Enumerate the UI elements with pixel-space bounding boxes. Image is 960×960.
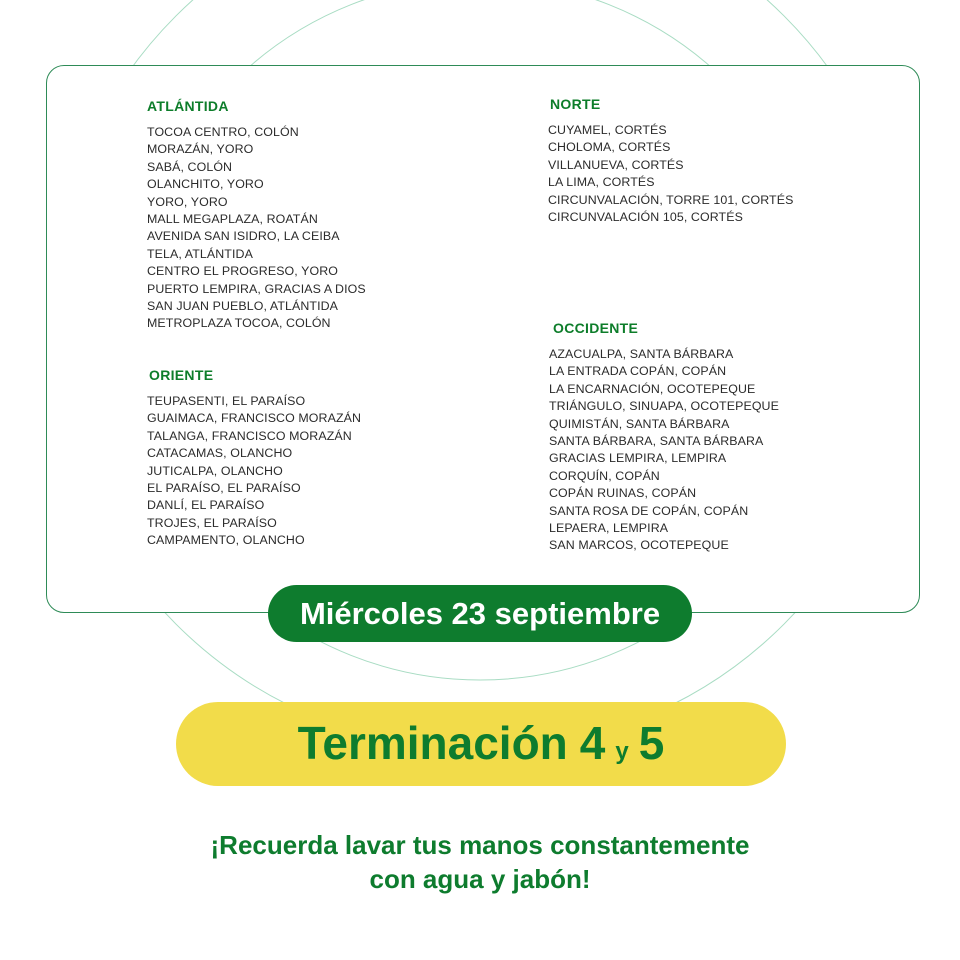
- branch-item: QUIMISTÁN, SANTA BÁRBARA: [549, 416, 730, 431]
- branch-item: SABÁ, COLÓN: [147, 159, 233, 174]
- branch-item: EL PARAÍSO, EL PARAÍSO: [147, 481, 301, 496]
- branch-item: TOCOA CENTRO, COLÓN: [147, 125, 299, 139]
- branch-item: OLANCHITO, YORO: [147, 177, 264, 192]
- termination-number-1: 4: [579, 717, 606, 769]
- region-atlantida: [147, 98, 366, 333]
- branch-item: DANLÍ, EL PARAÍSO: [147, 498, 265, 513]
- handwash-reminder: [0, 828, 960, 896]
- branch-item: PUERTO LEMPIRA, GRACIAS A DIOS: [147, 281, 366, 296]
- branch-item: COPÁN RUINAS, COPÁN: [549, 486, 697, 501]
- branch-item: SANTA BÁRBARA, SANTA BÁRBARA: [549, 434, 764, 449]
- branch-item: SANTA ROSA DE COPÁN, COPÁN: [549, 503, 749, 518]
- branch-item: METROPLAZA TOCOA, COLÓN: [147, 316, 331, 331]
- branch-item: CENTRO EL PROGRESO, YORO: [147, 264, 339, 279]
- branch-item: MALL MEGAPLAZA, ROATÁN: [147, 212, 318, 227]
- branch-item: TALANGA, FRANCISCO MORAZÁN: [147, 428, 352, 443]
- branch-list-occidente: [549, 346, 779, 555]
- branch-item: GUAIMACA, FRANCISCO MORAZÁN: [147, 411, 362, 426]
- branch-item: CIRCUNVALACIÓN, TORRE 101, CORTÉS: [548, 192, 794, 207]
- region-norte: [550, 96, 793, 226]
- branch-item: AVENIDA SAN ISIDRO, LA CEIBA: [147, 229, 340, 244]
- branch-item: CHOLOMA, CORTÉS: [548, 140, 671, 155]
- region-title-norte: NORTE: [550, 96, 601, 112]
- branch-item: LA ENCARNACIÓN, OCOTEPEQUE: [549, 381, 756, 396]
- branch-item: VILLANUEVA, CORTÉS: [548, 157, 684, 172]
- termination-word: Terminación: [297, 717, 568, 769]
- branch-item: LA ENTRADA COPÁN, COPÁN: [549, 364, 727, 379]
- branch-item: CORQUÍN, COPÁN: [549, 468, 660, 483]
- branch-item: SAN JUAN PUEBLO, ATLÁNTIDA: [147, 299, 339, 314]
- branch-list-norte: [548, 122, 793, 226]
- branch-list-oriente: [147, 393, 361, 550]
- region-title-oriente: ORIENTE: [149, 367, 214, 383]
- termination-conjunction: y: [615, 738, 629, 765]
- branch-item: JUTICALPA, OLANCHO: [147, 463, 283, 478]
- branch-item: TELA, ATLÁNTIDA: [147, 246, 253, 261]
- branch-item: CATACAMAS, OLANCHO: [147, 446, 293, 461]
- termination-number-2: 5: [638, 717, 665, 769]
- branch-item: SAN MARCOS, OCOTEPEQUE: [549, 538, 729, 553]
- branch-item: CIRCUNVALACIÓN 105, CORTÉS: [548, 210, 743, 225]
- branches-card: [46, 65, 920, 613]
- branch-item: TRIÁNGULO, SINUAPA, OCOTEPEQUE: [549, 399, 779, 414]
- branch-item: YORO, YORO: [147, 194, 228, 209]
- branch-item: LA LIMA, CORTÉS: [548, 175, 655, 190]
- region-occidente: [549, 320, 779, 555]
- branch-list-atlantida: [147, 124, 366, 333]
- date-badge: Miércoles 23 septiembre: [268, 585, 692, 642]
- branch-item: CUYAMEL, CORTÉS: [548, 123, 667, 137]
- region-title-occidente: OCCIDENTE: [553, 320, 639, 336]
- branch-item: TEUPASENTI, EL PARAÍSO: [147, 394, 306, 408]
- branch-item: TROJES, EL PARAÍSO: [147, 515, 277, 530]
- branch-item: AZACUALPA, SANTA BÁRBARA: [549, 347, 734, 361]
- branch-item: LEPAERA, LEMPIRA: [549, 521, 669, 536]
- region-oriente: [149, 367, 361, 550]
- reminder-line-2: con agua y jabón!: [369, 864, 591, 894]
- termination-badge: [176, 702, 786, 786]
- branch-item: MORAZÁN, YORO: [147, 142, 254, 157]
- branch-item: CAMPAMENTO, OLANCHO: [147, 533, 305, 548]
- branch-item: GRACIAS LEMPIRA, LEMPIRA: [549, 451, 727, 466]
- reminder-line-1: ¡Recuerda lavar tus manos constantemente: [210, 830, 750, 860]
- region-title-atlantida: ATLÁNTIDA: [147, 98, 229, 114]
